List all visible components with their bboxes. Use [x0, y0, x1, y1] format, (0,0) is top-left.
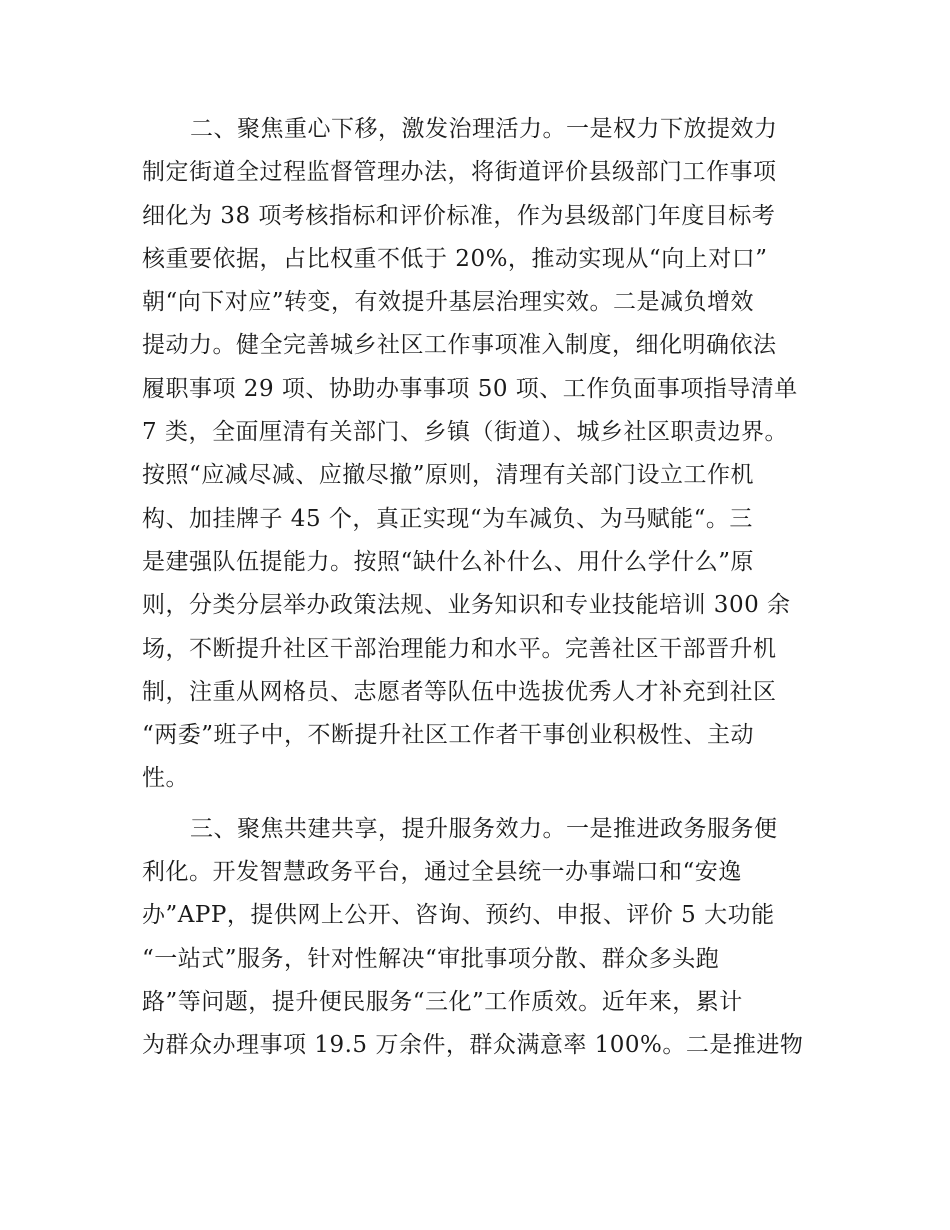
- document-body: [142, 108, 810, 1068]
- paragraph-section-two: [142, 108, 810, 801]
- text-line: 按照“应减尽减、应撤尽撤”原则，清理有关部门设立工作机: [142, 462, 755, 489]
- text-line: 路”等问题，提升便民服务“三化”工作质效。近年来，累计: [142, 988, 743, 1015]
- text-line: 制，注重从网格员、志愿者等队伍中选拔优秀人才补充到社区: [142, 678, 777, 705]
- text-line: 细化为 38 项考核指标和评价标准，作为县级部门年度目标考: [142, 202, 776, 229]
- text-line: “两委”班子中，不断提升社区工作者干事创业积极性、主动: [142, 722, 755, 749]
- text-line: 核重要依据，占比权重不低于 20%，推动实现从“向上对口”: [142, 245, 768, 272]
- text-line: 性。: [142, 765, 189, 792]
- text-line: 办”APP，提供网上公开、咨询、预约、申报、评价 5 大功能: [142, 902, 775, 929]
- text-line: 为群众办理事项 19.5 万余件，群众满意率 100%。二是推进物: [142, 1032, 804, 1059]
- text-line: 制定街道全过程监督管理办法，将街道评价县级部门工作事项: [142, 159, 777, 186]
- text-line: 提动力。健全完善城乡社区工作事项准入制度，细化明确依法: [142, 332, 777, 359]
- text-line: 三、聚焦共建共享，提升服务效力。一是推进政务服务便: [190, 815, 778, 842]
- text-line: 朝“向下对应”转变，有效提升基层治理实效。二是减负增效: [142, 289, 755, 316]
- text-line: 场，不断提升社区干部治理能力和水平。完善社区干部晋升机: [142, 635, 777, 662]
- text-line: 构、加挂牌子 45 个，真正实现“为车减负、为马赋能“。三: [142, 505, 753, 532]
- paragraph-section-three: [142, 808, 810, 1068]
- text-line: 二、聚焦重心下移，激发治理活力。一是权力下放提效力: [190, 116, 778, 142]
- text-line: 利化。开发智慧政务平台，通过全县统一办事端口和“安逸: [142, 859, 742, 886]
- text-line: 是建强队伍提能力。按照“缺什么补什么、用什么学什么”原: [142, 548, 755, 575]
- text-line: 履职事项 29 项、协助办事事项 50 项、工作负面事项指导清单: [142, 375, 798, 402]
- text-line: 则，分类分层举办政策法规、业务知识和专业技能培训 300 余: [142, 592, 791, 619]
- text-line: 7 类，全面厘清有关部门、乡镇（街道）、城乡社区职责边界。: [142, 419, 788, 446]
- text-line: “一站式”服务，针对性解决“审批事项分散、群众多头跑: [142, 945, 720, 972]
